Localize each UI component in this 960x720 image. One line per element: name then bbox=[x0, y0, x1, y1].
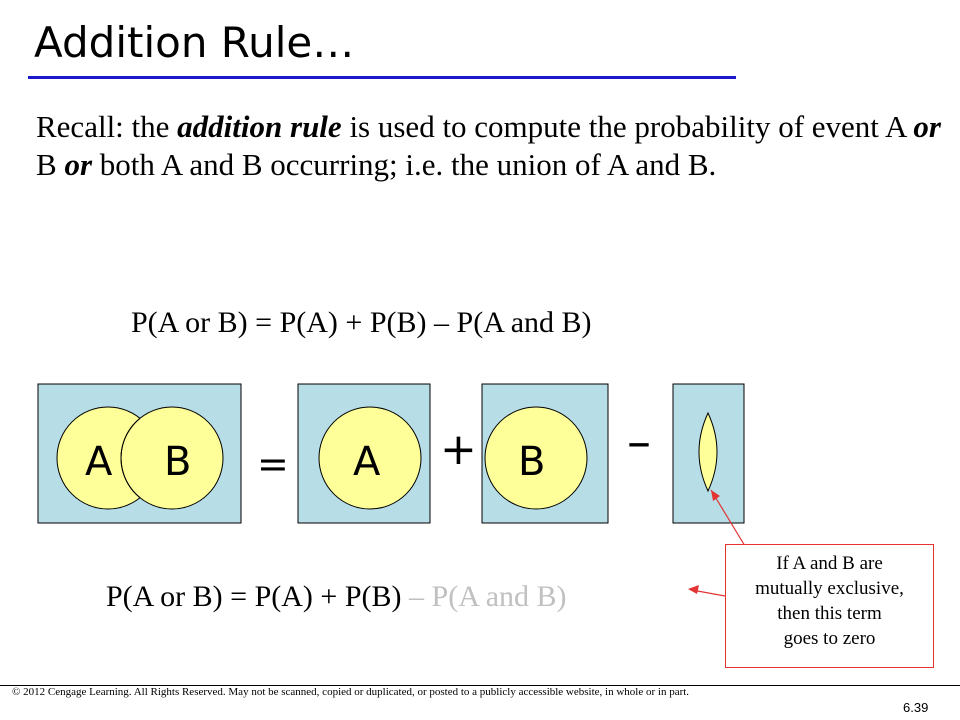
callout-line-2: mutually exclusive, bbox=[755, 578, 904, 599]
event-a-label: A bbox=[353, 439, 381, 485]
minus-sign: – bbox=[627, 414, 651, 470]
formula-bottom-main: P(A or B) = P(A) + P(B) bbox=[106, 580, 402, 613]
formula-top: P(A or B) = P(A) + P(B) – P(A and B) bbox=[131, 306, 592, 339]
union-label-a: A bbox=[85, 439, 113, 485]
recall-emphasis-addition-rule: addition rule bbox=[177, 109, 342, 144]
recall-prefix: Recall: the bbox=[36, 109, 178, 144]
recall-emphasis-or-1: or bbox=[913, 109, 941, 144]
formula-bottom-faded-term: – P(A and B) bbox=[401, 580, 567, 613]
callout-line-1: If A and B are bbox=[776, 553, 883, 574]
copyright-notice: © 2012 Cengage Learning. All Rights Reserved. May not be scanned, copied or duplicated, or posted to a publicly accessible website, in whole or in part. bbox=[12, 686, 690, 698]
recall-emphasis-or-2: or bbox=[64, 147, 93, 182]
callout-arrow-left-head bbox=[688, 585, 699, 594]
recall-part-3: B bbox=[36, 147, 65, 182]
recall-part-2: is used to compute the probability of event A bbox=[341, 109, 914, 144]
callout-line-3: then this term bbox=[777, 603, 882, 624]
union-label-b: B bbox=[164, 439, 192, 485]
equals-sign: = bbox=[257, 442, 289, 486]
recall-part-4: both A and B occurring; i.e. the union of A and B. bbox=[92, 147, 717, 182]
plus-sign: + bbox=[440, 424, 477, 475]
slide-number: 6.39 bbox=[903, 700, 929, 715]
mutually-exclusive-callout bbox=[725, 544, 934, 668]
event-b-label: B bbox=[518, 439, 546, 485]
slide-title: Addition Rule… bbox=[34, 18, 355, 67]
callout-line-4: goes to zero bbox=[783, 628, 876, 649]
formula-bottom bbox=[106, 580, 567, 614]
